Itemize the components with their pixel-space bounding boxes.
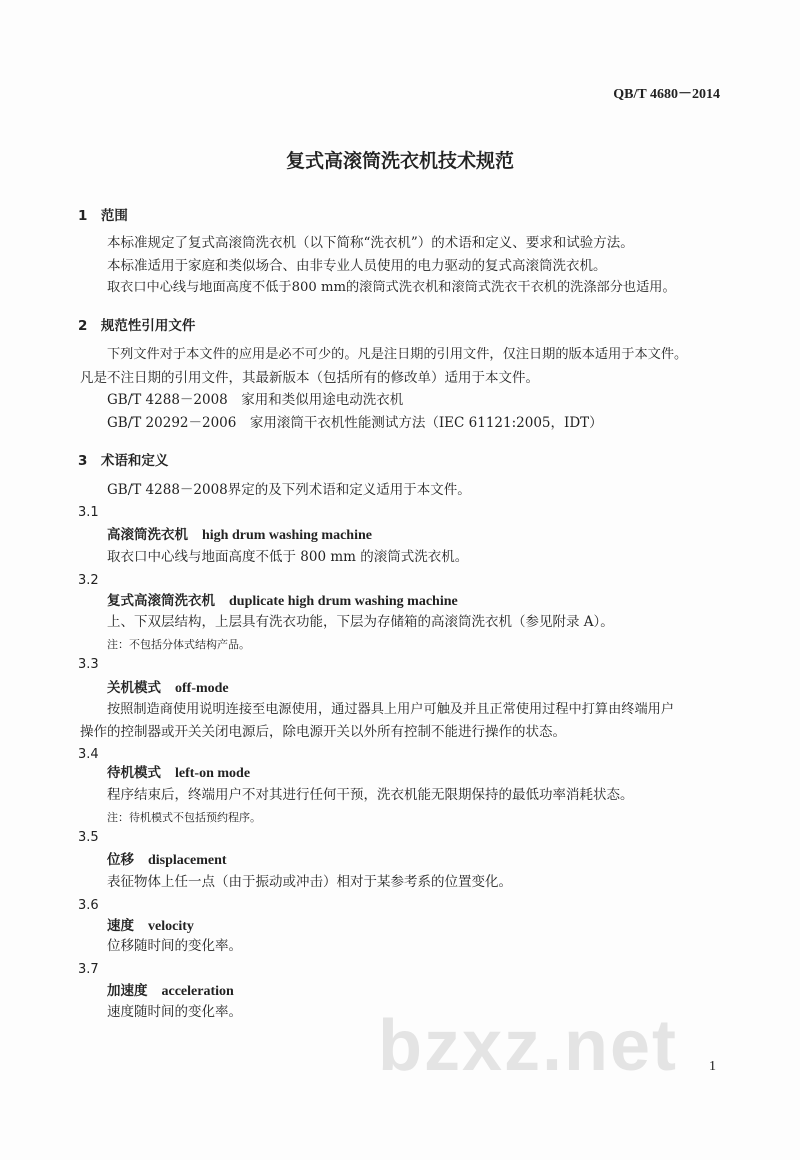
clause-number: 3.3	[78, 657, 99, 672]
term	[107, 679, 229, 698]
reference-item: GB/T 4288－2008 家用和类似用途电动洗衣机	[107, 392, 404, 408]
note: 注：待机模式不包括预约程序。	[107, 811, 261, 824]
term-zh: 加速度	[107, 983, 148, 999]
term-zh: 复式高滚筒洗衣机	[107, 593, 215, 609]
clause-number: 3.6	[78, 898, 99, 913]
term-definition: 程序结束后，终端用户不对其进行任何干预，洗衣机能无限期保持的最低功率消耗状态。	[107, 787, 634, 803]
term	[107, 917, 194, 936]
term-en: acceleration	[161, 984, 234, 999]
term	[107, 851, 227, 870]
term-en: displacement	[148, 853, 227, 868]
term	[107, 764, 250, 783]
term-definition: 速度随时间的变化率。	[107, 1004, 242, 1020]
standard-number: QB/T 4680－2014	[613, 87, 720, 102]
term-zh: 速度	[107, 918, 134, 934]
term-zh: 关机模式	[107, 680, 161, 696]
page-number: 1	[709, 1059, 716, 1074]
term-zh: 高滚筒洗衣机	[107, 527, 188, 543]
term-definition: 取衣口中心线与地面高度不低于 800 mm 的滚筒式洗衣机。	[107, 549, 469, 565]
term-zh: 待机模式	[107, 765, 161, 781]
section-2-heading: 2 规范性引用文件	[78, 318, 196, 334]
note: 注：不包括分体式结构产品。	[107, 638, 250, 651]
watermark: bzxz.net	[378, 1006, 679, 1086]
clause-number: 3.4	[78, 747, 99, 762]
paragraph: 凡是不注日期的引用文件，其最新版本（包括所有的修改单）适用于本文件。	[80, 370, 539, 386]
paragraph: 本标准规定了复式高滚筒洗衣机（以下简称“洗衣机”）的术语和定义、要求和试验方法。	[107, 235, 634, 251]
section-1-heading: 1 范围	[78, 208, 128, 224]
paragraph: GB/T 4288－2008界定的及下列术语和定义适用于本文件。	[107, 482, 471, 498]
document-title: 复式高滚筒洗衣机技术规范	[285, 150, 514, 172]
term	[107, 526, 372, 545]
term-en: duplicate high drum washing machine	[229, 594, 458, 609]
term-zh: 位移	[107, 852, 134, 868]
clause-number: 3.5	[78, 830, 99, 845]
term	[107, 592, 458, 611]
clause-number: 3.7	[78, 962, 99, 977]
paragraph: 本标准适用于家庭和类似场合、由非专业人员使用的电力驱动的复式高滚筒洗衣机。	[107, 258, 607, 274]
term-definition: 位移随时间的变化率。	[107, 938, 242, 954]
term-en: off-mode	[175, 681, 229, 696]
paragraph: 取衣口中心线与地面高度不低于800 mm的滚筒式洗衣机和滚筒式洗衣干衣机的洗涤部分也适用。	[107, 280, 676, 295]
section-3-heading: 3 术语和定义	[78, 453, 169, 469]
term-definition: 上、下双层结构，上层具有洗衣功能，下层为存储箱的高滚筒洗衣机（参见附录 A）。	[107, 614, 614, 630]
term-en: left-on mode	[175, 766, 251, 781]
clause-number: 3.1	[78, 505, 99, 520]
clause-number: 3.2	[78, 573, 99, 588]
term-definition: 表征物体上任一点（由于振动或冲击）相对于某参考系的位置变化。	[107, 874, 512, 890]
term-en: velocity	[148, 919, 194, 934]
term-definition: 按照制造商使用说明连接至电源使用，通过器具上用户可触及并且正常使用过程中打算由终端用户	[107, 702, 675, 717]
paragraph: 下列文件对于本文件的应用是必不可少的。凡是注日期的引用文件，仅注日期的版本适用于本文件。	[107, 347, 688, 362]
reference-item: GB/T 20292－2006 家用滚筒干衣机性能测试方法（IEC 61121:2005，IDT）	[107, 415, 603, 431]
term-definition: 操作的控制器或开关关闭电源后，除电源开关以外所有控制不能进行操作的状态。	[80, 724, 566, 740]
term	[107, 982, 234, 1001]
term-en: high drum washing machine	[202, 528, 372, 543]
